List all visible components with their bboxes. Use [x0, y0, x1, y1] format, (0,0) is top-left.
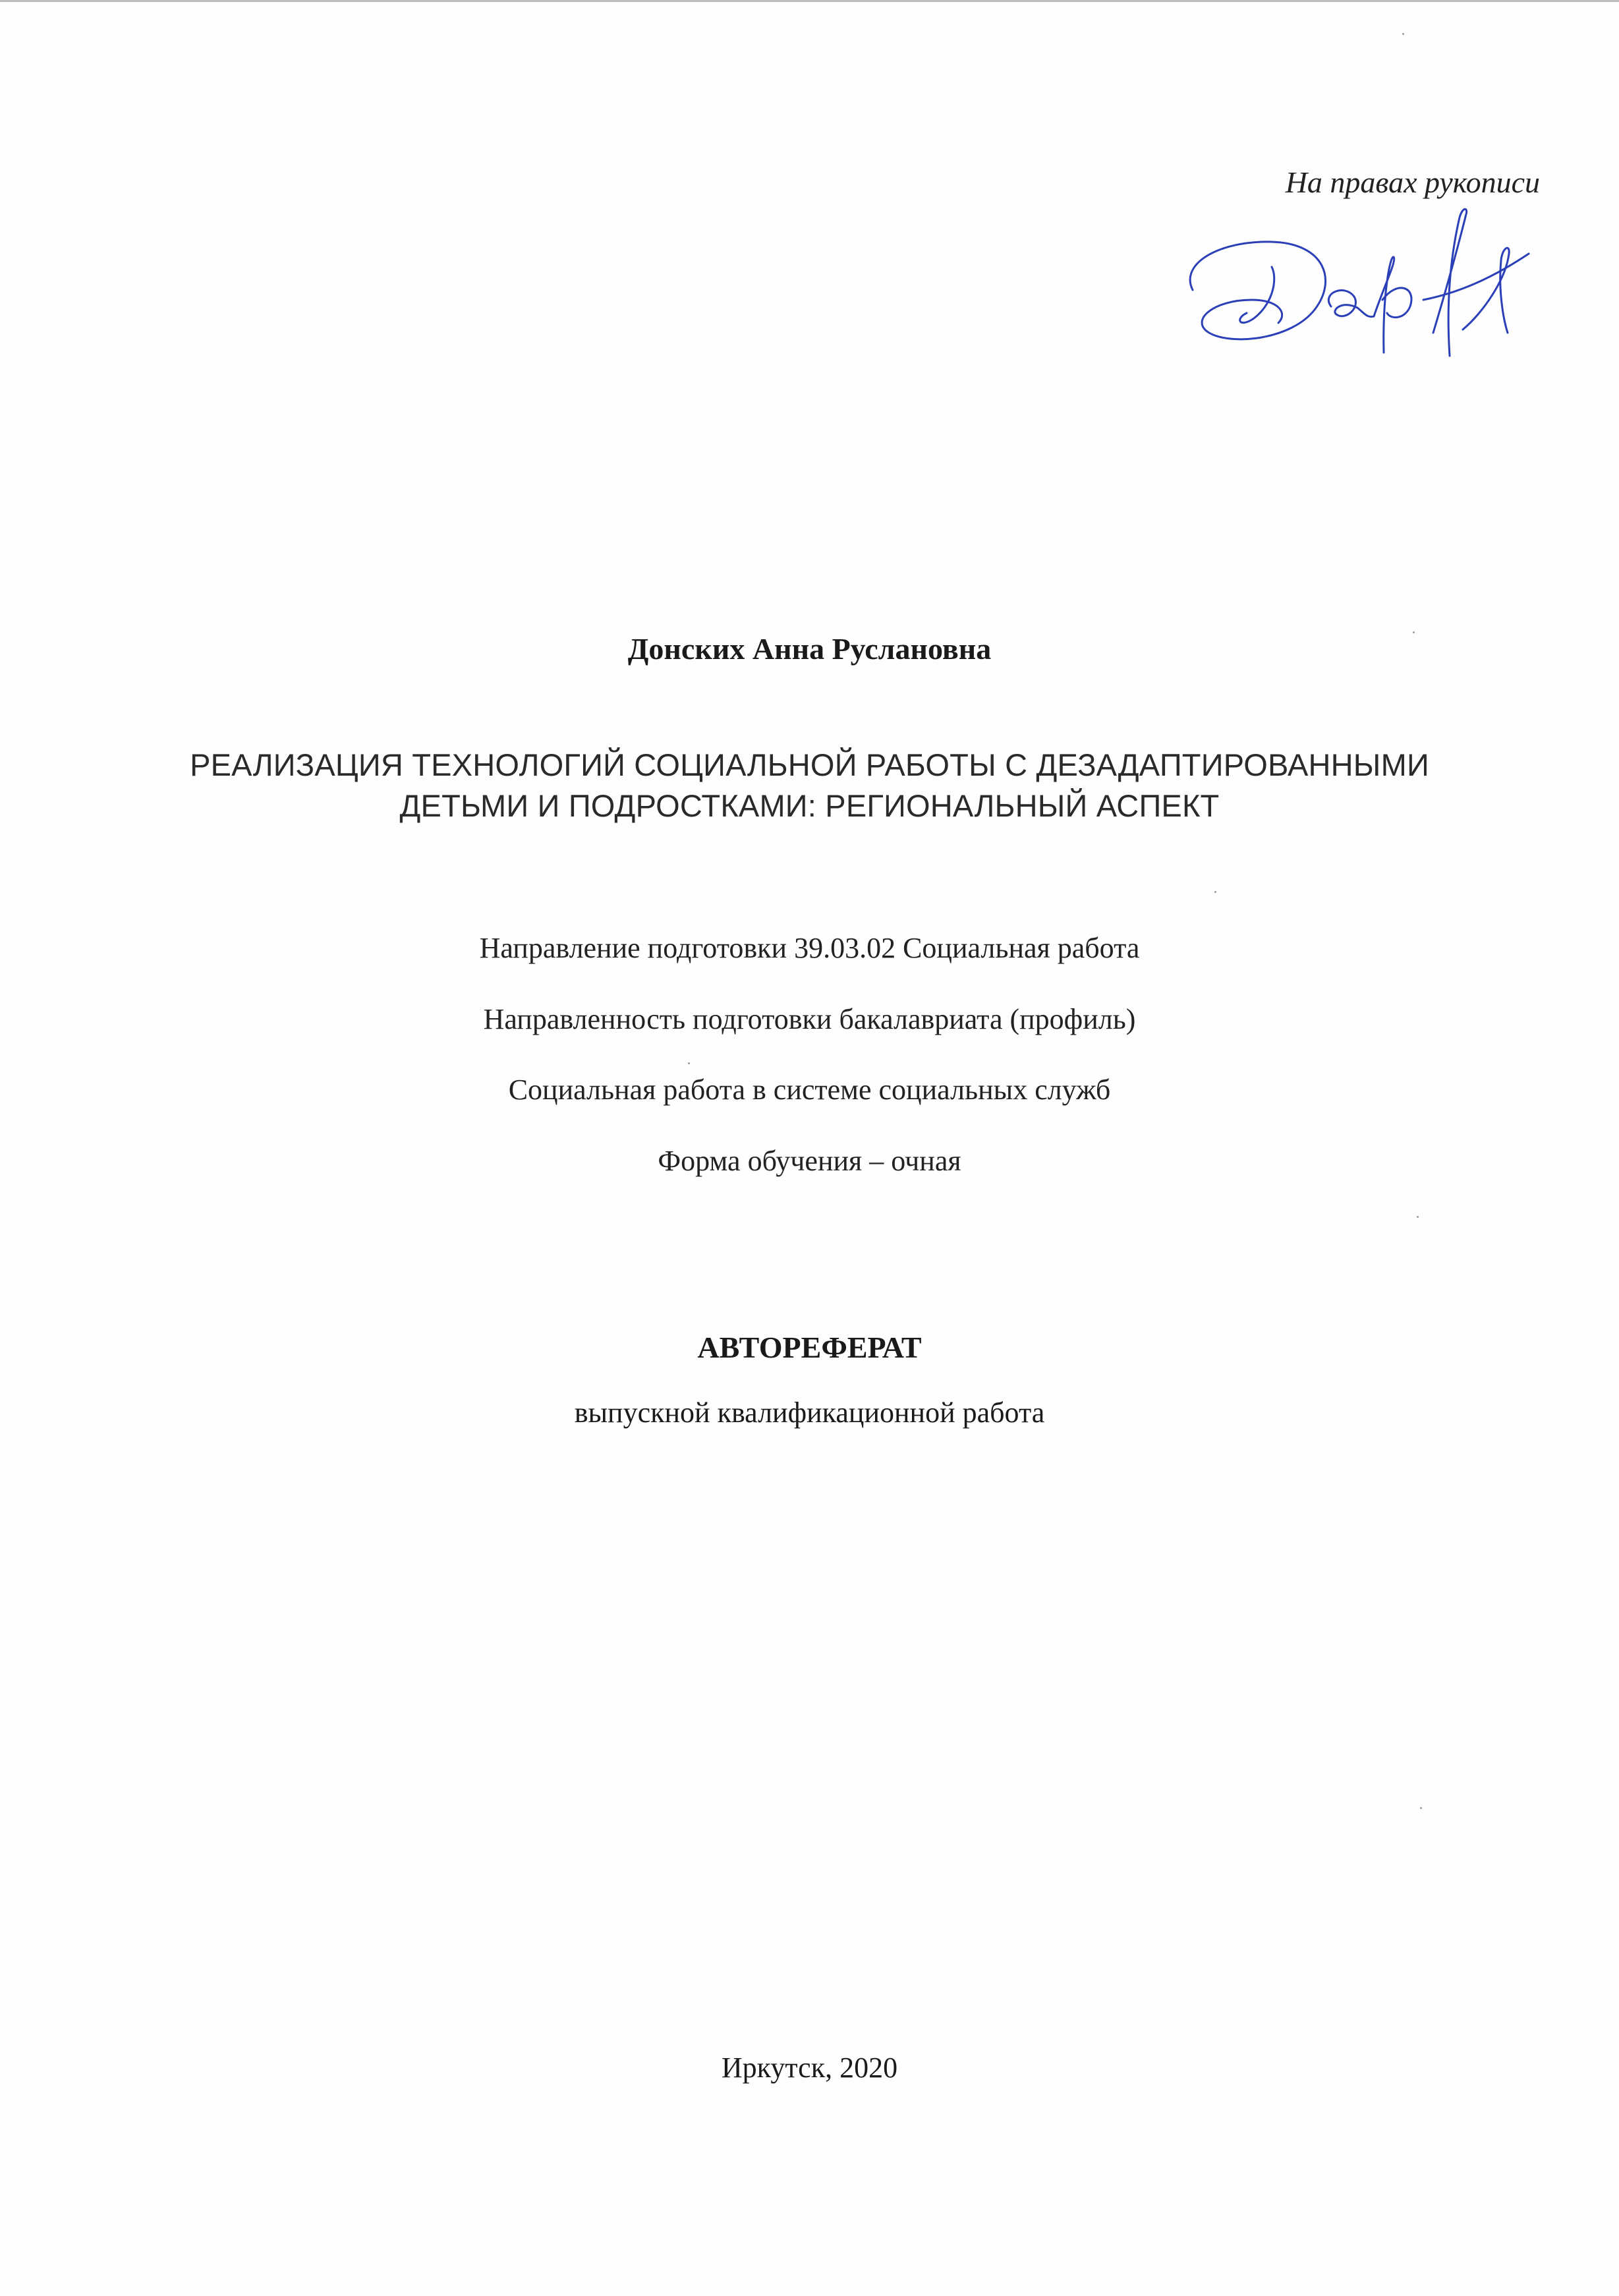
- scan-speck: [1417, 1216, 1419, 1218]
- scan-speck: [1413, 631, 1415, 633]
- scan-speck: [1214, 891, 1216, 893]
- scan-speck: [688, 1062, 690, 1064]
- scan-speck: [1402, 33, 1404, 35]
- thesis-title: [0, 745, 1619, 826]
- thesis-title-line-1: РЕАЛИЗАЦИЯ ТЕХНОЛОГИЙ СОЦИАЛЬНОЙ РАБОТЫ С ДЕЗАДАПТИРОВАННЫМИ: [190, 747, 1429, 782]
- program-profile: Социальная работа в системе социальных служб: [508, 1074, 1111, 1106]
- manuscript-note: На правах рукописи: [1285, 165, 1540, 199]
- scan-edge: [0, 0, 1619, 2]
- thesis-title-line-2: ДЕТЬМИ И ПОДРОСТКАМИ: РЕГИОНАЛЬНЫЙ АСПЕКТ: [399, 788, 1220, 823]
- scan-speck: [1420, 1807, 1422, 1809]
- study-form: Форма обучения – очная: [658, 1145, 961, 1177]
- program-direction: Направление подготовки 39.03.02 Социальная работа: [479, 932, 1140, 964]
- program-orientation: Направленность подготовки бакалавриата (профиль): [483, 1003, 1136, 1035]
- document-type: АВТОРЕФЕРАТ: [697, 1331, 922, 1364]
- author-name: Донских Анна Руслановна: [627, 632, 992, 666]
- handwritten-signature: [1173, 201, 1568, 372]
- document-subtype: выпускной квалификационной работа: [574, 1396, 1045, 1429]
- city-year: Иркутск, 2020: [721, 2052, 898, 2084]
